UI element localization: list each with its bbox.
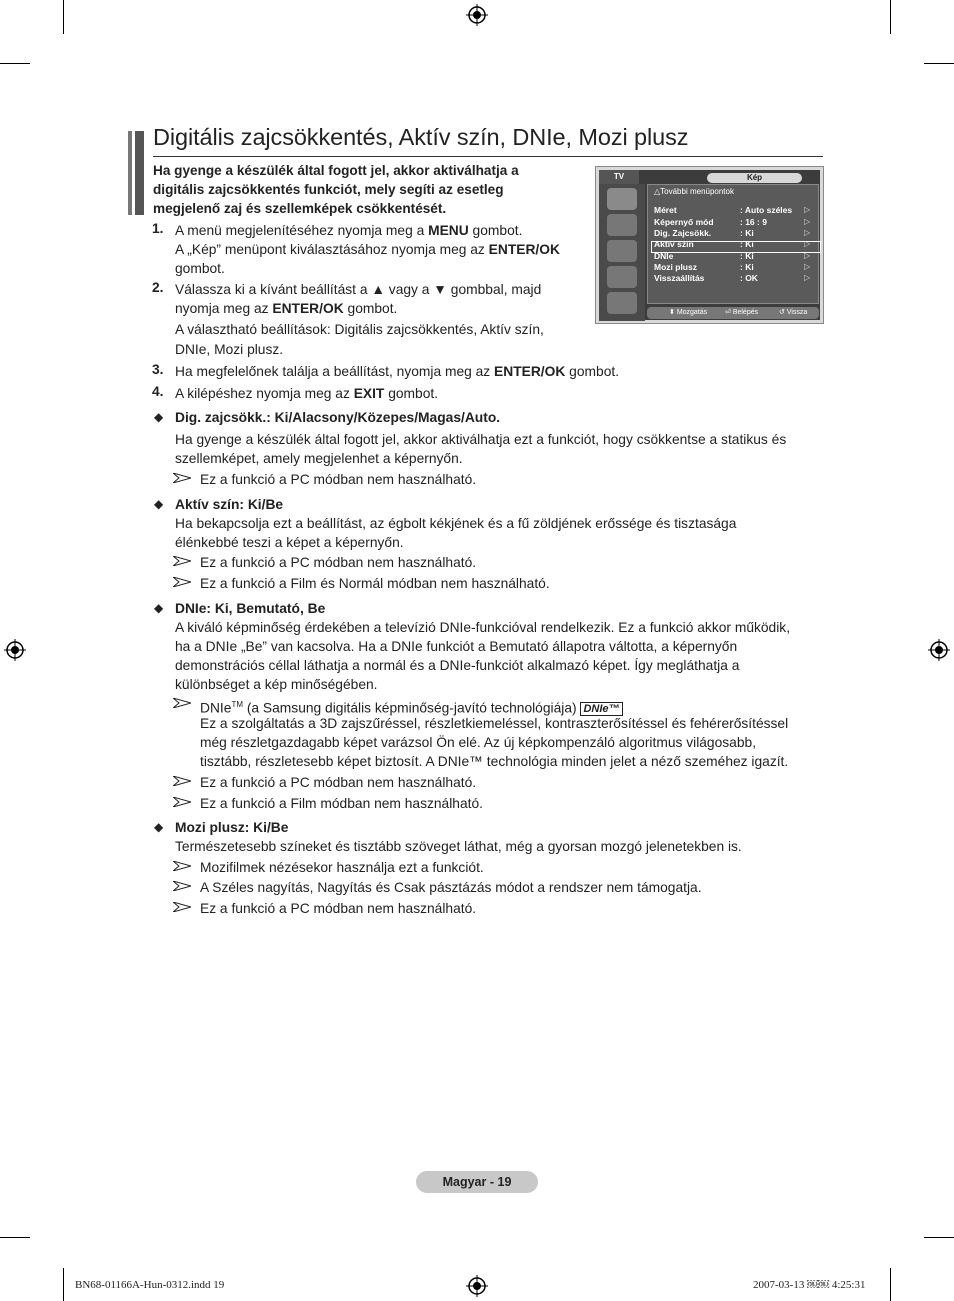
step-text: A menü megjelenítéséhez nyomja meg a MENU gombot. xyxy=(175,223,523,238)
step-text: Ha megfelelőnek találja a beállítást, nyomja meg az ENTER/OK gombot. xyxy=(175,364,620,379)
sound-menu-icon xyxy=(607,214,637,236)
step-text: A választható beállítások: Digitális zajcsökkentés, Aktív szín, xyxy=(175,322,544,337)
note-text: Ez a funkció a PC módban nem használható. xyxy=(200,555,477,570)
note-text: DNIe™ (a Samsung digitális képminőség-javító technológiája) DNIe™ xyxy=(200,695,623,718)
step-text: Válassza ki a kívánt beállítást a ▲ vagy a ▼ gombbal, majd xyxy=(175,282,542,297)
enter-hint: ⏎ Belépés xyxy=(725,309,759,316)
note-arrow-icon xyxy=(173,881,191,891)
note-arrow-icon xyxy=(173,902,191,912)
section-text: demonstrációs céllal láthatja a normál és a DNIe-funkciót alkalmazó képet. Így megláthatja a xyxy=(175,658,740,673)
menu-arrow-icon: ▷ xyxy=(804,239,811,248)
step-number: 3. xyxy=(152,362,164,377)
menu-row-value: : Ki xyxy=(740,251,754,261)
kep-tab: Kép xyxy=(707,173,802,183)
step-text: DNIe, Mozi plusz. xyxy=(175,342,284,357)
menu-row-label: Dig. Zajcsökk. xyxy=(654,228,712,238)
section-text: ha a DNIe „Be” van kacsolva. Ha a DNIe funkciót a Bemutató állapotra váltotta, a képernyőn xyxy=(175,639,738,654)
note-text: még részletgazdagabb képet varázsol Ön elé. Az új képkompenzáló algoritmus világosabb, xyxy=(200,735,757,750)
menu-row-label: Visszaállítás xyxy=(654,273,705,283)
step-text: gombot. xyxy=(175,261,225,276)
menu-row-label: Aktív szín xyxy=(654,239,694,249)
note-text: Ez a funkció a PC módban nem használható. xyxy=(200,472,477,487)
registration-mark-icon xyxy=(928,639,950,661)
note-arrow-icon xyxy=(173,776,191,786)
crop-mark xyxy=(0,63,30,64)
step-number: 1. xyxy=(152,221,164,236)
crop-mark xyxy=(924,1237,954,1238)
bullet-diamond-icon: ◆ xyxy=(154,601,164,615)
menu-row-value: : Auto széles xyxy=(740,205,793,215)
tv-tab: TV xyxy=(599,170,639,184)
menu-arrow-icon: ▷ xyxy=(804,205,811,214)
section-text: A kiváló képminőség érdekében a televízió DNIe-funkcióval rendelkezik. Ez a funkció akkor működik, xyxy=(175,620,791,635)
section-text: szellemképet, amely megjelenhet a képernyőn. xyxy=(175,451,463,466)
title-accent-bar xyxy=(135,131,144,215)
menu-arrow-icon: ▷ xyxy=(804,273,811,282)
registration-mark-icon xyxy=(466,4,488,26)
crop-mark xyxy=(0,1237,30,1238)
step-text: A kilépéshez nyomja meg az EXIT gombot. xyxy=(175,386,439,401)
menu-arrow-icon: ▷ xyxy=(804,262,811,271)
section-text: különbséget a kép minőségében. xyxy=(175,677,378,692)
section-heading: DNIe: Ki, Bemutató, Be xyxy=(175,601,326,616)
dnie-logo: DNIe™ xyxy=(580,702,622,716)
note-arrow-icon xyxy=(173,698,191,708)
step-number: 2. xyxy=(152,280,164,295)
tv-menu-screenshot xyxy=(595,166,824,324)
registration-mark-icon xyxy=(4,639,26,661)
note-text: tisztább, részletesebb képet biztosít. A DNIe™ technológia minden jelet a néző szeméhez igazít. xyxy=(200,754,789,769)
section-text: élénkebbé teszi a képet a képernyőn. xyxy=(175,535,404,550)
note-arrow-icon xyxy=(173,861,191,871)
menu-row-label: DNIe xyxy=(654,251,674,261)
bullet-diamond-icon: ◆ xyxy=(154,497,164,511)
page-title: Digitális zajcsökkentés, Aktív szín, DNIe, Mozi plusz xyxy=(153,124,689,150)
note-arrow-icon xyxy=(173,473,191,483)
print-slug-date: 2007-03-13 ￼￼ 4:25:31 xyxy=(753,1279,866,1291)
crop-mark xyxy=(63,1268,64,1301)
section-text: Ha bekapcsolja ezt a beállítást, az égbolt kékjének és a fű zöldjének erőssége és tisztasága xyxy=(175,516,737,531)
submenu-label: △További menüpontok xyxy=(654,187,734,196)
section-text: Ha gyenge a készülék által fogott jel, akkor aktiválhatja ezt a funkciót, hogy csökkentse a statikus és xyxy=(175,432,787,447)
section-heading: Dig. zajcsökk.: Ki/Alacsony/Közepes/Magas/Auto. xyxy=(175,410,501,425)
move-hint: ⬍ Mozgatás xyxy=(669,309,708,316)
tv-menu-footer xyxy=(647,307,819,319)
crop-mark xyxy=(890,1268,891,1301)
note-arrow-icon xyxy=(173,577,191,587)
print-slug-file: BN68-01166A-Hun-0312.indd 19 xyxy=(75,1279,225,1291)
input-menu-icon xyxy=(607,292,637,314)
setup-menu-icon xyxy=(607,266,637,288)
crop-mark xyxy=(924,63,954,64)
note-text: A Széles nagyítás, Nagyítás és Csak pásztázás módot a rendszer nem támogatja. xyxy=(200,880,702,895)
page-number-badge: Magyar - 19 xyxy=(416,1171,538,1193)
menu-row-value: : 16 : 9 xyxy=(740,217,767,227)
section-text: Természetesebb színeket és tisztább szöveget láthat, még a gyorsan mozgó jelenetekben is. xyxy=(175,839,742,854)
menu-arrow-icon: ▷ xyxy=(804,228,811,237)
menu-arrow-icon: ▷ xyxy=(804,251,811,260)
picture-menu-icon xyxy=(607,188,637,210)
crop-mark xyxy=(890,0,891,34)
menu-row-value: : OK xyxy=(740,273,758,283)
note-text: Ez a funkció a PC módban nem használható. xyxy=(200,901,477,916)
menu-row-label: Méret xyxy=(654,205,677,215)
section-heading: Mozi plusz: Ki/Be xyxy=(175,820,289,835)
title-accent-bar xyxy=(128,131,132,215)
menu-row-value: : Ki xyxy=(740,239,754,249)
menu-arrow-icon: ▷ xyxy=(804,217,811,226)
tv-menu-panel xyxy=(647,184,819,304)
registration-mark-icon xyxy=(466,1275,488,1297)
menu-row-label: Mozi plusz xyxy=(654,262,697,272)
bullet-diamond-icon: ◆ xyxy=(154,820,164,834)
note-arrow-icon xyxy=(173,797,191,807)
note-text: Ez a funkció a PC módban nem használható. xyxy=(200,775,477,790)
note-text: Mozifilmek nézésekor használja ezt a funkciót. xyxy=(200,860,484,875)
note-text: Ez a funkció a Film módban nem használható. xyxy=(200,796,483,811)
channel-menu-icon xyxy=(607,240,637,262)
title-rule xyxy=(153,156,823,157)
step-text: nyomja meg az ENTER/OK gombot. xyxy=(175,301,398,316)
step-number: 4. xyxy=(152,384,164,399)
crop-mark xyxy=(63,0,64,34)
intro-text: Ha gyenge a készülék által fogott jel, akkor aktiválhatja a digitális zajcsökkentés funkciót, mely segíti az esetleg megjelenő zaj és szellemképek csökkentését. xyxy=(153,163,519,216)
note-text: Ez a funkció a Film és Normál módban nem használható. xyxy=(200,576,550,591)
return-hint: ↺ Vissza xyxy=(779,309,808,316)
bullet-diamond-icon: ◆ xyxy=(154,410,164,424)
menu-row-value: : Ki xyxy=(740,228,754,238)
note-arrow-icon xyxy=(173,556,191,566)
note-text: Ez a szolgáltatás a 3D zajszűréssel, részletkiemeléssel, kontraszterősítéssel és fehérerősítéssel xyxy=(200,716,789,731)
step-text: A „Kép” menüpont kiválasztásához nyomja meg az ENTER/OK xyxy=(175,242,560,257)
section-heading: Aktív szín: Ki/Be xyxy=(175,497,284,512)
menu-row-value: : Ki xyxy=(740,262,754,272)
menu-row-label: Képernyő mód xyxy=(654,217,714,227)
tv-menu-sidebar xyxy=(599,184,645,321)
